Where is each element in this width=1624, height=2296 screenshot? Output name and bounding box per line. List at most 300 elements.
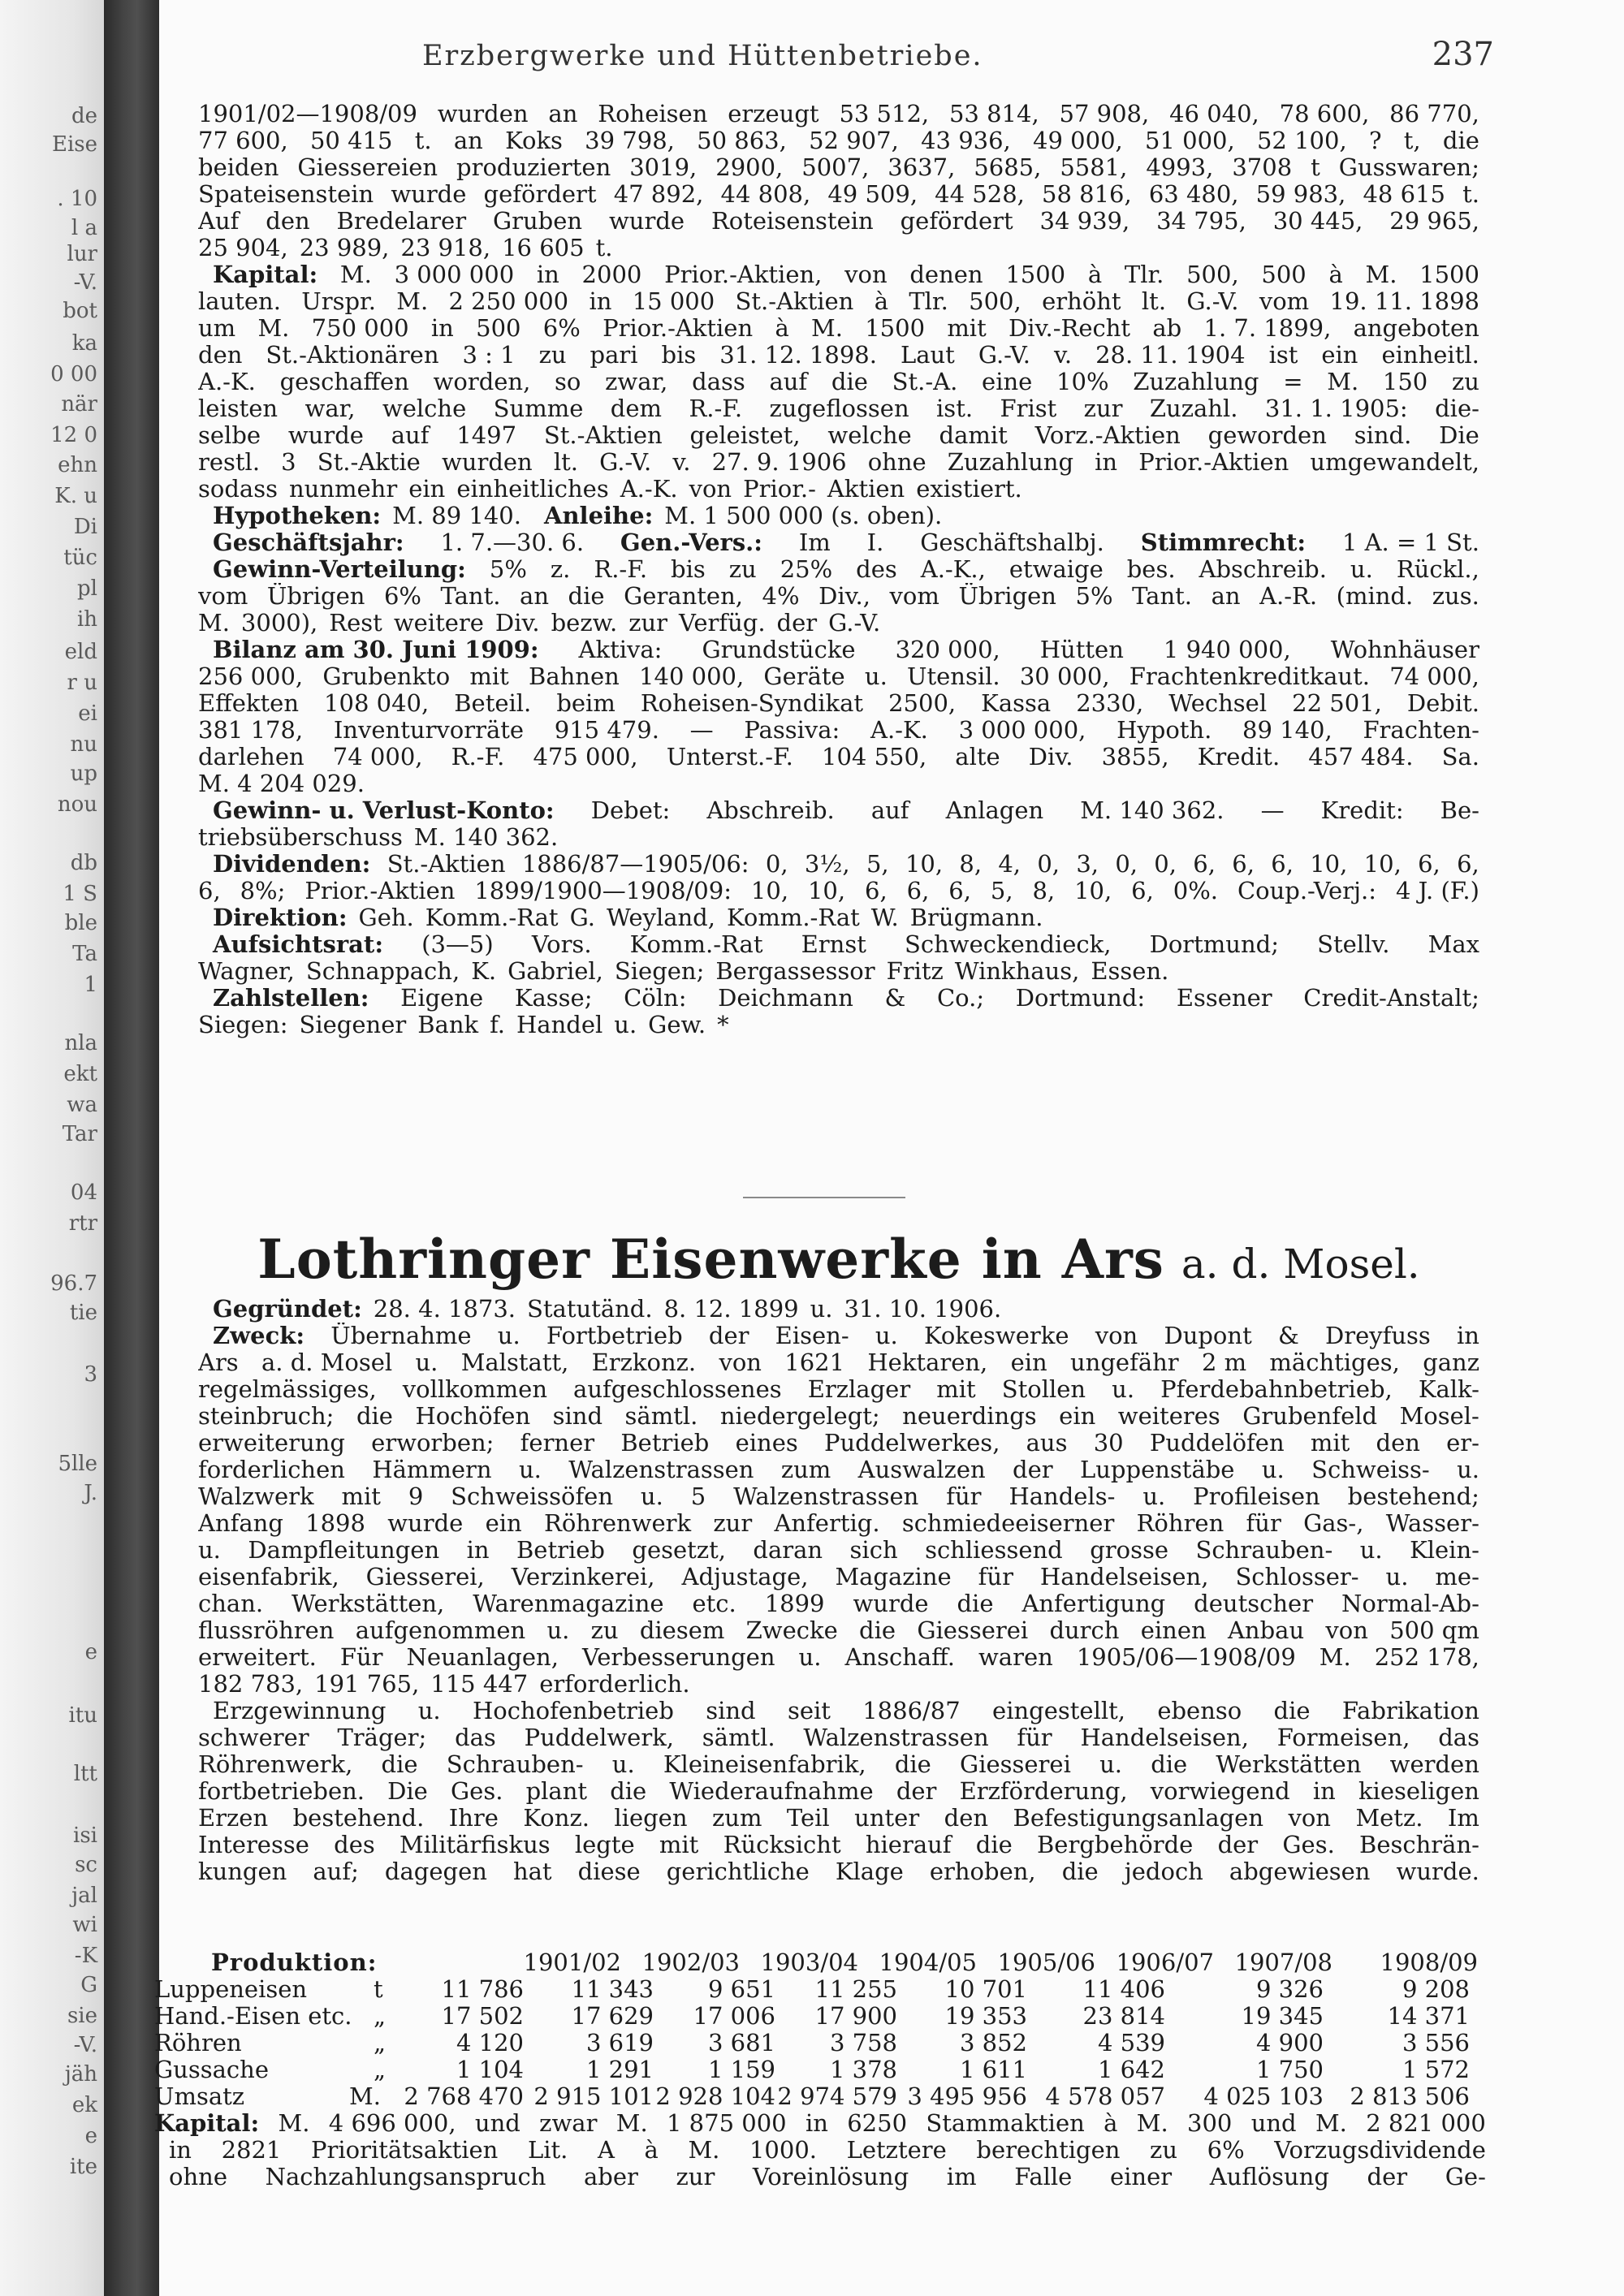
word: 31. 1. 1905: xyxy=(1264,395,1408,422)
cell-value: 3 681 xyxy=(707,2029,775,2056)
word: vollkommen xyxy=(402,1376,547,1403)
word: Roteisenstein xyxy=(710,208,874,235)
text-line xyxy=(198,1724,1479,1751)
field-label: Gegründet: xyxy=(213,1296,362,1323)
word: Grubenfeld xyxy=(1242,1403,1378,1430)
word: 6250 xyxy=(847,2110,908,2137)
word: Hämmern xyxy=(372,1457,492,1483)
cell-value: 17 900 xyxy=(814,2002,897,2030)
word: des xyxy=(334,1832,375,1858)
field-label: Dividenden: xyxy=(213,851,371,878)
word: mit xyxy=(659,1832,699,1858)
production-row xyxy=(154,1976,1486,2003)
word: M. xyxy=(1315,2110,1347,2137)
cell-value: 3 495 956 xyxy=(907,2082,1027,2110)
word: Für xyxy=(339,1644,383,1671)
word: 4, xyxy=(998,851,1021,878)
text-line xyxy=(198,931,1479,958)
word: — xyxy=(1260,797,1285,824)
word: M. xyxy=(1136,2110,1168,2137)
word: 3855, xyxy=(1101,744,1169,770)
word: 3 000 000, xyxy=(958,717,1086,744)
word: Im xyxy=(1447,1805,1479,1832)
word: 2000 xyxy=(581,261,642,288)
cell-value: 1 159 xyxy=(707,2056,775,2083)
cell-value: 1 750 xyxy=(1255,2056,1324,2083)
word: u. xyxy=(417,1698,441,1724)
word: ohne xyxy=(867,449,926,476)
word: 3 000 000 xyxy=(394,261,515,288)
word: Letztere xyxy=(846,2137,947,2164)
word: diese xyxy=(577,1858,641,1885)
word: Stammaktien xyxy=(926,2110,1085,2137)
word: 2 m xyxy=(1201,1349,1247,1376)
bleed-fragment: 3 xyxy=(84,1362,97,1387)
word: z. xyxy=(550,556,571,583)
cell-value: 2 915 101 xyxy=(533,2082,654,2110)
word: 49 509, xyxy=(827,181,918,208)
bleed-fragment: up xyxy=(70,762,97,786)
word: R.-F. xyxy=(689,395,743,422)
word: berechtigen xyxy=(976,2137,1121,2164)
bleed-fragment: ltt xyxy=(73,1762,97,1786)
word: 1898 xyxy=(305,1510,365,1537)
word: 140 000, xyxy=(639,663,745,690)
cell-value: 3 619 xyxy=(585,2029,654,2056)
word: St.-Aktien xyxy=(543,422,663,449)
word: Gruben xyxy=(492,208,583,235)
word: 53 512, xyxy=(839,101,930,127)
word: 63 480, xyxy=(1148,181,1239,208)
bleed-fragment: nla xyxy=(64,1031,97,1055)
word: in xyxy=(536,261,559,288)
bleed-fragment: ek xyxy=(71,2093,97,2117)
word: Puddelöfen xyxy=(1149,1430,1285,1457)
field-label: Gewinn- u. Verlust-Konto: xyxy=(213,797,555,824)
text-line xyxy=(198,1617,1479,1644)
word: A xyxy=(597,2137,615,2164)
word: Div.-Recht xyxy=(1009,315,1131,342)
word: fortbetrieben. xyxy=(198,1778,365,1805)
word: Beteil. xyxy=(454,690,532,717)
word: Kasse; xyxy=(514,985,593,1012)
word: G. xyxy=(569,904,595,931)
word: 15 000 xyxy=(632,288,715,315)
text-line xyxy=(198,127,1479,154)
word: Schweiss- xyxy=(1311,1457,1430,1483)
text-line xyxy=(198,1805,1479,1832)
cell-value: 9 651 xyxy=(707,1975,775,2003)
field-label: Kapital: xyxy=(213,261,318,288)
word: einheitliches xyxy=(456,476,609,503)
word: Kleineisenfabrik, xyxy=(663,1751,866,1778)
word: Debet: xyxy=(590,797,671,824)
word: Auf xyxy=(198,208,240,235)
field-label: Kapital: xyxy=(154,2110,260,2137)
cell-value: 3 758 xyxy=(829,2029,897,2056)
word: Betrieb xyxy=(620,1430,710,1457)
bleed-fragment: ih xyxy=(76,607,97,632)
text-line xyxy=(198,637,1479,663)
word: 6, xyxy=(1131,878,1154,904)
bleed-fragment: tie xyxy=(69,1301,97,1325)
word: 25 904, xyxy=(198,235,288,261)
word: 4 J. (F.) xyxy=(1395,878,1479,904)
word: 2500, xyxy=(888,690,957,717)
cell-value: 4 539 xyxy=(1097,2029,1165,2056)
word: so xyxy=(555,369,581,395)
row-label: Umsatz xyxy=(154,2082,245,2110)
word: um xyxy=(198,315,236,342)
text-line xyxy=(198,208,1479,235)
word: Dreyfuss xyxy=(1324,1323,1431,1349)
word: 256 000, xyxy=(198,663,304,690)
word: in xyxy=(169,2137,192,2164)
word: zus. xyxy=(1432,583,1479,610)
word: zwar xyxy=(539,2110,598,2137)
word: daran xyxy=(753,1537,823,1564)
word: 6, xyxy=(906,878,930,904)
word: die xyxy=(859,1617,896,1644)
word: u. xyxy=(1350,556,1373,583)
word: 1621 xyxy=(784,1349,845,1376)
word: von xyxy=(1095,1323,1138,1349)
word: M. xyxy=(198,610,230,637)
word: Konz. xyxy=(523,1805,590,1832)
word: 5% xyxy=(489,556,527,583)
word: in xyxy=(805,2110,828,2137)
word: à xyxy=(775,315,789,342)
cell-value: 2 974 579 xyxy=(777,2082,897,2110)
word: die xyxy=(1273,1698,1311,1724)
capital-section xyxy=(154,2110,1486,2190)
word: Adjustage, xyxy=(681,1564,809,1590)
field-label: Anleihe: xyxy=(543,503,654,529)
word: Anlagen xyxy=(945,797,1044,824)
word: Malstatt, xyxy=(460,1349,569,1376)
word: in xyxy=(1312,1778,1336,1805)
word: ein xyxy=(1321,342,1358,369)
word: 500 xyxy=(476,315,521,342)
word: durch xyxy=(1049,1617,1120,1644)
word: Vorzugsdividende xyxy=(1274,2137,1486,2164)
word: 4% xyxy=(762,583,800,610)
word: Zuzahlung xyxy=(1133,369,1259,395)
word: Summe xyxy=(493,395,584,422)
word: Pferdebahnbetrieb, xyxy=(1160,1376,1393,1403)
word: u. xyxy=(497,1323,520,1349)
word: bestehend; xyxy=(1347,1483,1479,1510)
page-header xyxy=(422,36,1494,84)
word: 191 765, xyxy=(314,1671,420,1698)
bleed-fragment: 1 xyxy=(84,973,97,997)
word: Frachtenkreditkaut. xyxy=(1129,663,1370,690)
word: Werkstätten xyxy=(1216,1751,1362,1778)
word: t xyxy=(1311,154,1320,181)
bleed-fragment: nu xyxy=(70,732,97,757)
word: ein xyxy=(1010,1349,1047,1376)
word: wurde. xyxy=(1396,1858,1479,1885)
year-header: 1902/03 xyxy=(641,1949,740,1976)
word: schmiedeeiserner xyxy=(901,1510,1115,1537)
word: die xyxy=(356,1403,393,1430)
word: er- xyxy=(1446,1430,1479,1457)
word: seit xyxy=(787,1698,831,1724)
word: eine xyxy=(982,369,1033,395)
bleed-fragment: ekt xyxy=(63,1062,97,1086)
section-divider-rule xyxy=(743,1197,905,1198)
word: welche xyxy=(382,395,467,422)
field-label: Gen.-Vers.: xyxy=(620,529,762,556)
cell-value: 11 406 xyxy=(1082,1975,1165,2003)
text-line xyxy=(198,610,1479,637)
text-line xyxy=(198,851,1479,878)
word: Erzgewinnung xyxy=(213,1698,387,1724)
word: 6, xyxy=(865,878,888,904)
word: Effekten xyxy=(198,690,300,717)
word: lt. xyxy=(553,449,578,476)
word: Tant. xyxy=(440,583,501,610)
word: Coup.-Verj.: xyxy=(1237,878,1377,904)
word: 252 178, xyxy=(1374,1644,1479,1671)
text-line xyxy=(198,1349,1479,1376)
word: zur xyxy=(1083,395,1123,422)
word: Handelseisen, xyxy=(1039,1564,1209,1590)
field-label: Direktion: xyxy=(213,904,348,931)
word: zur xyxy=(713,1510,753,1537)
word: 28. 11. 1904 xyxy=(1095,342,1246,369)
word: 475 000, xyxy=(533,744,638,770)
word: zur xyxy=(676,2164,715,2190)
word: sind xyxy=(706,1698,756,1724)
word: 1. 7. 1899, xyxy=(1203,315,1332,342)
word: Gas-, xyxy=(1303,1510,1364,1537)
word: 104 550, xyxy=(822,744,927,770)
text-line xyxy=(198,556,1479,583)
word: Anfang xyxy=(198,1510,283,1537)
word: der xyxy=(776,610,818,637)
cell-value: 4 120 xyxy=(456,2029,524,2056)
word: Handelseisen, xyxy=(1080,1724,1249,1751)
word: 2900, xyxy=(715,154,784,181)
word: Giesserei, xyxy=(365,1564,485,1590)
cell-value: 4 578 057 xyxy=(1045,2082,1165,2110)
word: 30 xyxy=(1093,1430,1124,1457)
word: 8, xyxy=(1032,878,1056,904)
word: 457 484. xyxy=(1308,744,1414,770)
word: wurde xyxy=(387,1510,464,1537)
word: Geschäftshalbj. xyxy=(920,529,1104,556)
text-line xyxy=(198,395,1479,422)
word: 5% xyxy=(1075,583,1113,610)
word: Walzwerk xyxy=(198,1483,314,1510)
word: Eigene xyxy=(400,985,484,1012)
bleed-fragment: l a xyxy=(71,216,97,240)
word: Frachten- xyxy=(1363,717,1479,744)
word: denen xyxy=(909,261,983,288)
cell-value: 14 371 xyxy=(1387,2002,1470,2030)
bleed-fragment: ite xyxy=(69,2155,97,2179)
word: 3708 xyxy=(1232,154,1293,181)
text-line xyxy=(198,824,1479,851)
text-line xyxy=(198,181,1479,208)
word: Bergassessor xyxy=(715,958,875,985)
word: umgewandelt, xyxy=(1310,449,1479,476)
word: Ges. xyxy=(451,1778,503,1805)
word: Anbau xyxy=(1227,1617,1305,1644)
word: gefördert xyxy=(900,208,1013,235)
year-header: 1905/06 xyxy=(997,1949,1095,1976)
word: 43 936, xyxy=(921,127,1011,154)
word: erweiterung xyxy=(198,1430,345,1457)
word: St.-Aktionären xyxy=(266,342,439,369)
text-line xyxy=(198,1376,1479,1403)
word: Cöln: xyxy=(624,985,687,1012)
word: ungefähr xyxy=(1070,1349,1179,1376)
field-label: Zahlstellen: xyxy=(213,985,369,1012)
word: Giessereien xyxy=(297,154,438,181)
word: Urspr. xyxy=(301,288,376,315)
word: grosse xyxy=(1090,1537,1169,1564)
word: 1886/87 xyxy=(862,1698,961,1724)
word: Die xyxy=(387,1778,428,1805)
word: Wasser- xyxy=(1385,1510,1479,1537)
word: u. xyxy=(798,1644,822,1671)
bleed-fragment: -V. xyxy=(73,2033,97,2057)
word: die xyxy=(894,1751,931,1778)
word: 34 795, xyxy=(1156,208,1246,235)
word: 300 xyxy=(1187,2110,1233,2137)
word: darlehen xyxy=(198,744,304,770)
word: bezw. xyxy=(551,610,618,637)
cell-value: 17 502 xyxy=(441,2002,524,2030)
word: die xyxy=(975,1832,1013,1858)
word: die xyxy=(1442,127,1479,154)
word: 3019, xyxy=(629,154,698,181)
word: 6% xyxy=(542,315,581,342)
word: auf xyxy=(769,369,808,395)
word: der xyxy=(896,1778,937,1805)
word: t. xyxy=(595,235,613,261)
year-header: 1904/05 xyxy=(879,1949,977,1976)
word: die xyxy=(610,1778,647,1805)
word: 1886/87—1905/06: xyxy=(521,851,749,878)
word: von xyxy=(689,476,732,503)
word: Bank xyxy=(417,1012,479,1038)
row-label: Luppeneisen xyxy=(154,1975,308,2003)
word: Wohnhäuser xyxy=(1330,637,1479,663)
word: 5007, xyxy=(801,154,870,181)
word: Prior.-Aktien xyxy=(603,315,754,342)
word: 59 983, xyxy=(1255,181,1346,208)
cell-value: 1 642 xyxy=(1097,2056,1165,2083)
production-row xyxy=(154,2083,1486,2110)
word: restl. xyxy=(198,449,261,476)
word: Kredit: xyxy=(1320,797,1404,824)
word: 25% xyxy=(780,556,833,583)
text-line xyxy=(198,878,1479,904)
word: in xyxy=(430,315,454,342)
word: gesetzt, xyxy=(632,1537,726,1564)
word: 1905/06—1908/09 xyxy=(1076,1644,1296,1671)
word: 3000), xyxy=(240,610,318,637)
word: 10, xyxy=(807,878,846,904)
word: Magazine xyxy=(835,1564,952,1590)
bleed-fragment: db xyxy=(70,851,97,875)
word: Gabriel, xyxy=(508,958,603,985)
word: chan. xyxy=(198,1590,264,1617)
cell-value: 2 928 104 xyxy=(655,2082,775,2110)
bleed-fragment: ka xyxy=(71,331,97,356)
word: Grundstücke xyxy=(702,637,856,663)
word: eines xyxy=(735,1430,798,1457)
word: in xyxy=(589,288,612,315)
word: das xyxy=(1438,1724,1479,1751)
text-line xyxy=(198,958,1479,985)
word: 5, xyxy=(990,878,1013,904)
word: Max xyxy=(1427,931,1479,958)
word: Formeisen, xyxy=(1276,1724,1410,1751)
word: mit xyxy=(947,315,987,342)
field-label: Gewinn-Verteilung: xyxy=(213,556,466,583)
word: 6, xyxy=(1232,851,1255,878)
word: worden, xyxy=(433,369,531,395)
word: ein xyxy=(1059,1403,1096,1430)
production-row xyxy=(154,2056,1486,2083)
word: a. d. Mosel xyxy=(261,1349,393,1376)
word: u. xyxy=(546,1617,570,1644)
word: Voreinlösung xyxy=(752,2164,909,2190)
word: dagegen xyxy=(384,1858,487,1885)
word: legte xyxy=(574,1832,635,1858)
word: Fortbetrieb xyxy=(546,1323,683,1349)
word: 53 814, xyxy=(948,101,1039,127)
word: leisten xyxy=(198,395,279,422)
word: Röhrenwerk xyxy=(543,1510,692,1537)
word: Interesse xyxy=(198,1832,309,1858)
word: 1000. xyxy=(749,2137,817,2164)
word: 74 000, xyxy=(1389,663,1479,690)
bleed-fragment: Ta xyxy=(72,942,97,966)
word: Wechsel xyxy=(1168,690,1268,717)
word: ebenso xyxy=(1157,1698,1242,1724)
word: aber xyxy=(583,2164,638,2190)
word: plant xyxy=(525,1778,588,1805)
word: eisenfabrik, xyxy=(198,1564,339,1590)
cell-value: 19 353 xyxy=(944,2002,1027,2030)
text-line xyxy=(198,717,1479,744)
text-line xyxy=(198,1671,1479,1698)
word: — xyxy=(689,717,714,744)
text-line xyxy=(198,235,1479,261)
word: St.-A. xyxy=(892,369,958,395)
word: 1 A. = 1 St. xyxy=(1341,529,1479,556)
word: 50 415 xyxy=(309,127,393,154)
word: u. xyxy=(1359,1537,1383,1564)
word: à xyxy=(644,2137,659,2164)
word: u. xyxy=(415,1349,438,1376)
word: 381 178, xyxy=(198,717,304,744)
word: kieseligen xyxy=(1358,1778,1479,1805)
text-line xyxy=(198,904,1479,931)
word: Tant. xyxy=(1132,583,1193,610)
word: 86 770, xyxy=(1389,101,1479,127)
word: 8, xyxy=(959,851,983,878)
word: 10, xyxy=(750,878,789,904)
word: etc. xyxy=(692,1590,736,1617)
bleed-fragment: 5lle xyxy=(58,1452,97,1476)
word: Röhren xyxy=(1136,1510,1224,1537)
